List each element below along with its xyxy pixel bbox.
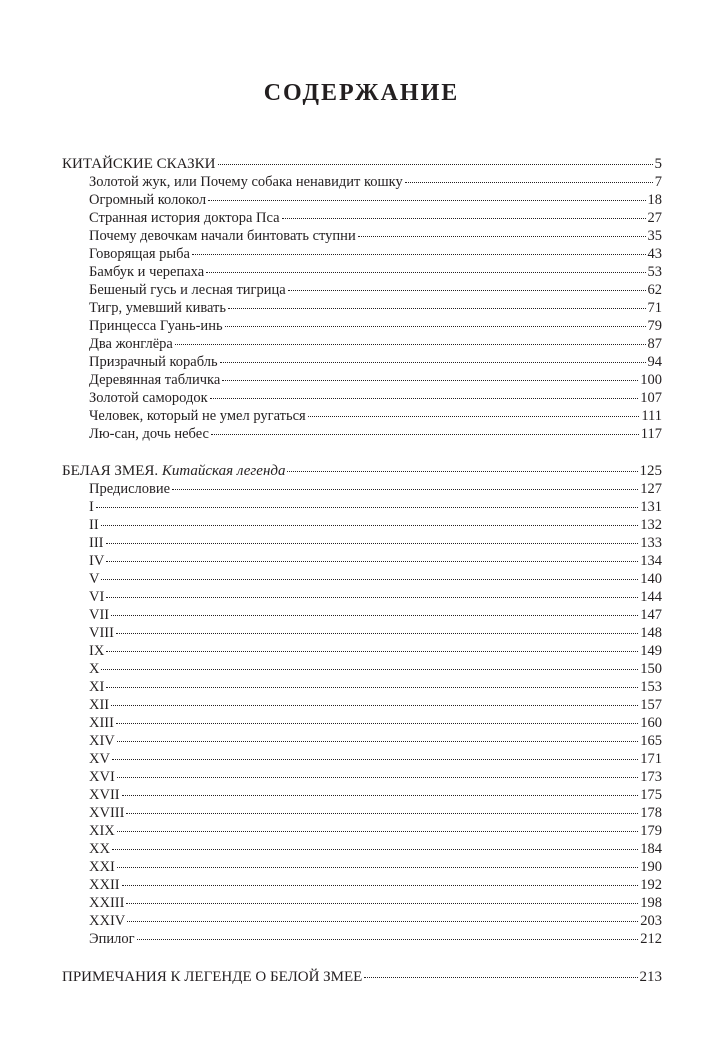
toc-section-title: ПРИМЕЧАНИЯ К ЛЕГЕНДЕ О БЕЛОЙ ЗМЕЕ xyxy=(62,969,363,985)
dot-leader xyxy=(211,434,639,435)
toc-section-title: КИТАЙСКИЕ СКАЗКИ xyxy=(62,156,216,172)
dot-leader xyxy=(117,777,638,778)
toc-section-title xyxy=(62,462,285,480)
toc-entry-title: VIII xyxy=(89,625,114,641)
toc-page-number: 178 xyxy=(640,805,662,821)
dot-leader xyxy=(228,308,646,309)
dot-leader xyxy=(220,362,646,363)
toc-section-subtitle: Китайская легенда xyxy=(161,463,286,479)
toc-entry-title: XXII xyxy=(89,877,120,893)
page-title: СОДЕРЖАНИЕ xyxy=(263,80,460,106)
toc-entry-title: XXIV xyxy=(89,913,126,929)
toc-entry[interactable] xyxy=(89,335,662,353)
toc-page-number: 107 xyxy=(640,390,662,406)
toc-entry[interactable] xyxy=(89,588,662,606)
toc-entry-title: XII xyxy=(89,697,110,713)
toc-entry[interactable] xyxy=(89,516,662,534)
toc-entry-title: XI xyxy=(89,679,105,695)
toc-page-number: 71 xyxy=(647,300,662,316)
dot-leader xyxy=(106,543,639,544)
toc-entry[interactable] xyxy=(89,371,662,389)
dot-leader xyxy=(101,579,638,580)
toc-page-number: 148 xyxy=(640,625,662,641)
dot-leader xyxy=(175,344,646,345)
toc-entry-title: V xyxy=(89,571,100,587)
dot-leader xyxy=(101,525,639,526)
dot-leader xyxy=(96,507,638,508)
toc-entry-title: VI xyxy=(89,589,105,605)
toc-entry-title: XVIII xyxy=(89,805,125,821)
dot-leader xyxy=(210,398,639,399)
toc-entry-title: XVII xyxy=(89,787,120,803)
toc-entry[interactable] xyxy=(89,768,662,786)
toc-entry[interactable] xyxy=(89,570,662,588)
toc-entry[interactable] xyxy=(89,912,662,930)
toc-entry-title: Человек, который не умел ругаться xyxy=(89,408,306,424)
toc-entry[interactable] xyxy=(89,552,662,570)
toc-entry-title: Почему девочкам начали бинтовать ступни xyxy=(89,228,356,244)
toc-entry[interactable] xyxy=(89,804,662,822)
toc-entry[interactable] xyxy=(89,732,662,750)
toc-entry[interactable] xyxy=(89,299,662,317)
toc-entry-title: XX xyxy=(89,841,110,857)
toc-page-number: 173 xyxy=(640,769,662,785)
toc-entry[interactable] xyxy=(89,822,662,840)
toc-page-number: 140 xyxy=(640,571,662,587)
toc-page-number: 18 xyxy=(647,192,662,208)
toc-entry-title: XV xyxy=(89,751,110,767)
dot-leader xyxy=(122,795,639,796)
toc-page-number: 117 xyxy=(640,426,662,442)
toc-entry-title: Золотой жук, или Почему собака ненавидит кошку xyxy=(89,174,403,190)
toc-entry-title: II xyxy=(89,517,99,533)
dot-leader xyxy=(101,669,638,670)
toc-entry-title: X xyxy=(89,661,100,677)
toc-page-number: 153 xyxy=(640,679,662,695)
toc-entry[interactable] xyxy=(89,696,662,714)
toc-page-number: 160 xyxy=(640,715,662,731)
toc-page-number: 175 xyxy=(640,787,662,803)
toc-entry[interactable] xyxy=(89,660,662,678)
dot-leader xyxy=(111,615,638,616)
toc-page-number: 125 xyxy=(639,463,662,479)
toc-section-title-text: БЕЛАЯ ЗМЕЯ. xyxy=(62,463,159,479)
toc-entry-title: XXIII xyxy=(89,895,125,911)
toc-entry-title: I xyxy=(89,499,94,515)
dot-leader xyxy=(308,416,640,417)
dot-leader xyxy=(287,471,637,472)
dot-leader xyxy=(222,380,638,381)
toc-entry[interactable] xyxy=(89,786,662,804)
toc-page-number: 198 xyxy=(640,895,662,911)
dot-leader xyxy=(172,489,638,490)
toc-page-number: 94 xyxy=(647,354,662,370)
toc-entry[interactable] xyxy=(89,624,662,642)
toc-entry-title: IX xyxy=(89,643,105,659)
toc-entry[interactable] xyxy=(89,425,662,443)
dot-leader xyxy=(112,759,638,760)
toc-section-white-snake[interactable] xyxy=(62,462,662,480)
dot-leader xyxy=(206,272,645,273)
toc-entry-title: XIII xyxy=(89,715,114,731)
dot-leader xyxy=(117,831,638,832)
toc-entry[interactable] xyxy=(89,480,662,498)
toc-entry[interactable] xyxy=(89,173,662,191)
toc-entry[interactable] xyxy=(89,534,662,552)
toc-entry[interactable] xyxy=(89,930,662,948)
dot-leader xyxy=(116,633,638,634)
toc-page-number: 100 xyxy=(640,372,662,388)
toc-entry-title: Странная история доктора Пса xyxy=(89,210,280,226)
toc-page-number: 213 xyxy=(639,969,662,985)
toc-entry-title: XVI xyxy=(89,769,115,785)
toc-page-number: 53 xyxy=(647,264,662,280)
toc-entry[interactable] xyxy=(89,642,662,660)
toc-entry-title: IV xyxy=(89,553,105,569)
toc-entry-title: Принцесса Гуань-инь xyxy=(89,318,223,334)
dot-leader xyxy=(106,597,638,598)
toc-page-number: 43 xyxy=(647,246,662,262)
toc-page-number: 7 xyxy=(654,174,662,190)
toc-entry[interactable] xyxy=(89,281,662,299)
toc-entry-title: Два жонглёра xyxy=(89,336,173,352)
toc-entry-title: Призрачный корабль xyxy=(89,354,218,370)
dot-leader xyxy=(122,885,639,886)
dot-leader xyxy=(288,290,646,291)
toc-entry-title: Деревянная табличка xyxy=(89,372,221,388)
dot-leader xyxy=(116,723,638,724)
toc-page-number: 132 xyxy=(640,517,662,533)
toc-page-number: 212 xyxy=(640,931,662,947)
toc-entry[interactable] xyxy=(89,227,662,245)
toc-page-number: 87 xyxy=(647,336,662,352)
toc-entry[interactable] xyxy=(89,245,662,263)
dot-leader xyxy=(137,939,639,940)
toc-entry[interactable] xyxy=(89,191,662,209)
toc-page-number: 134 xyxy=(640,553,662,569)
toc-page-number: 133 xyxy=(640,535,662,551)
toc-page-number: 127 xyxy=(640,481,662,497)
toc-entry[interactable] xyxy=(89,858,662,876)
toc-page-number: 131 xyxy=(640,499,662,515)
toc-page-number: 157 xyxy=(640,697,662,713)
dot-leader xyxy=(106,561,638,562)
toc-page-number: 203 xyxy=(640,913,662,929)
toc-page-number: 147 xyxy=(640,607,662,623)
toc-entry-title: Бамбук и черепаха xyxy=(89,264,205,280)
toc-page-number: 144 xyxy=(640,589,662,605)
toc-entry[interactable] xyxy=(89,317,662,335)
dot-leader xyxy=(106,651,638,652)
toc-page-number: 150 xyxy=(640,661,662,677)
dot-leader xyxy=(111,705,638,706)
dot-leader xyxy=(364,977,637,978)
toc-page-number: 165 xyxy=(640,733,662,749)
toc-entry[interactable] xyxy=(89,750,662,768)
toc-entry[interactable] xyxy=(89,894,662,912)
toc-section-chinese-tales[interactable] xyxy=(62,155,662,173)
toc-section-notes[interactable] xyxy=(62,968,662,986)
toc-entry-title: Предисловие xyxy=(89,481,171,497)
toc-entry[interactable] xyxy=(89,606,662,624)
toc-entry-title: Тигр, умевший кивать xyxy=(89,300,226,316)
toc-entry-title: XIX xyxy=(89,823,115,839)
toc-entry-title: XIV xyxy=(89,733,115,749)
toc-page-number: 5 xyxy=(654,156,662,172)
dot-leader xyxy=(106,687,638,688)
toc-page-number: 79 xyxy=(647,318,662,334)
toc-page-number: 171 xyxy=(640,751,662,767)
toc-entry[interactable] xyxy=(89,407,662,425)
toc-page-number: 149 xyxy=(640,643,662,659)
toc-page-number: 179 xyxy=(640,823,662,839)
toc-entry-title: Огромный колокол xyxy=(89,192,207,208)
toc-entry[interactable] xyxy=(89,714,662,732)
toc-page-number: 192 xyxy=(640,877,662,893)
toc-entry-title: Золотой самородок xyxy=(89,390,208,406)
toc-entry[interactable] xyxy=(89,263,662,281)
dot-leader xyxy=(126,903,638,904)
dot-leader xyxy=(127,921,638,922)
toc-entry[interactable] xyxy=(89,840,662,858)
toc-entry[interactable] xyxy=(89,209,662,227)
toc-entry[interactable] xyxy=(89,876,662,894)
toc-page-number: 184 xyxy=(640,841,662,857)
toc-entry-title: XXI xyxy=(89,859,115,875)
dot-leader xyxy=(117,867,638,868)
dot-leader xyxy=(282,218,646,219)
toc-page-number: 35 xyxy=(647,228,662,244)
dot-leader xyxy=(192,254,646,255)
toc-entry-title: Лю-сан, дочь небес xyxy=(89,426,209,442)
toc-entry[interactable] xyxy=(89,353,662,371)
dot-leader xyxy=(218,164,653,165)
toc-entry-title: Бешеный гусь и лесная тигрица xyxy=(89,282,286,298)
dot-leader xyxy=(208,200,645,201)
dot-leader xyxy=(117,741,638,742)
toc-entry[interactable] xyxy=(89,389,662,407)
toc-page-number: 62 xyxy=(647,282,662,298)
dot-leader xyxy=(126,813,638,814)
toc-entry-title: Эпилог xyxy=(89,931,135,947)
toc-page-number: 111 xyxy=(641,408,662,424)
toc-entry[interactable] xyxy=(89,498,662,516)
toc-entry[interactable] xyxy=(89,678,662,696)
dot-leader xyxy=(225,326,646,327)
toc-entry-title: Говорящая рыба xyxy=(89,246,190,262)
dot-leader xyxy=(112,849,638,850)
toc-entry-title: III xyxy=(89,535,104,551)
toc-page-number: 27 xyxy=(647,210,662,226)
toc-page-number: 190 xyxy=(640,859,662,875)
toc-entry-title: VII xyxy=(89,607,110,623)
dot-leader xyxy=(358,236,646,237)
dot-leader xyxy=(405,182,653,183)
